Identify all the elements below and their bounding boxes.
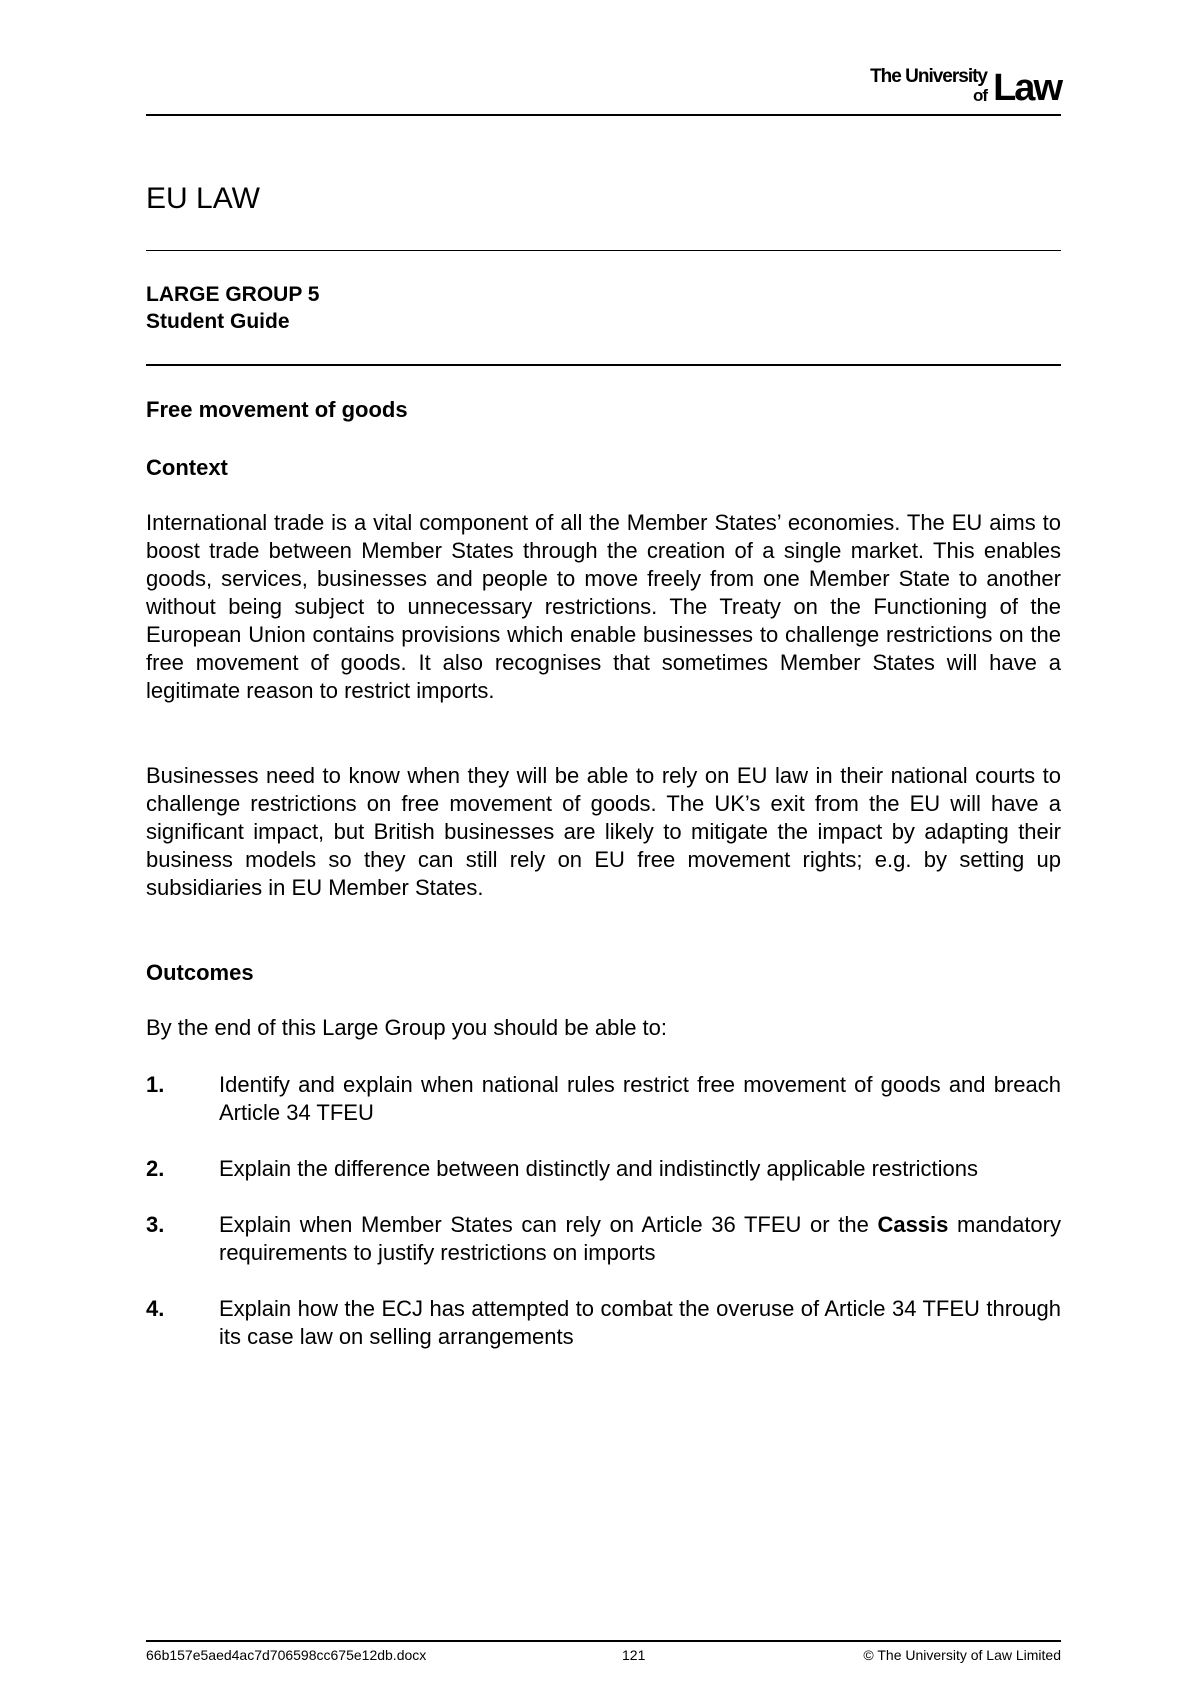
context-paragraph-1: International trade is a vital component of all the Member States’ economies. The EU aims to boost trade between Member States through the creation of a single market. This enables goods, services, businesses and people to move freely from one Member State to another without being subject to unnecessary restrictions. The Treaty on the Functioning of the European Union contains provisions which enable businesses to challenge restrictions on the free movement of goods. It also recognises that sometimes Member States will have a legitimate reason to restrict imports. [146,510,1061,703]
subtitle-rule [146,364,1061,366]
logo-line1: The University [870,66,987,87]
outcome-number: 2. [146,1156,165,1181]
footer-filename: 66b157e5aed4ac7d706598cc675e12db.docx [146,1647,427,1663]
page-footer [146,1647,1061,1667]
outcome-number: 1. [146,1072,165,1097]
context-heading: Context [146,455,228,480]
guide-label: Student Guide [146,310,290,333]
topic-heading: Free movement of goods [146,397,408,422]
footer-copyright: © The University of Law Limited [863,1647,1061,1663]
cassis-emphasis: Cassis [877,1212,949,1237]
outcomes-intro: By the end of this Large Group you should be able to: [146,1015,668,1040]
context-paragraph-2: Businesses need to know when they will be able to rely on EU law in their national courts to challenge restrictions on free movement of goods. The UK’s exit from the EU will have a significant impact, but British businesses are likely to mitigate the impact by adapting their business models so they can still rely on EU free movement rights; e.g. by setting up subsidiaries in EU Member States. [146,763,1061,900]
group-label: LARGE GROUP 5 [146,283,320,306]
outcome-number: 3. [146,1212,165,1237]
outcome-text [219,1211,1061,1267]
outcome-text: Explain the difference between distinctly and indistinctly applicable restrictions [219,1156,979,1181]
title-rule [146,250,1061,251]
outcome-text: Identify and explain when national rules restrict free movement of goods and breach Article 34 TFEU [219,1072,1061,1125]
outcome-text-after: mandatory requirements to justify restrictions on imports [219,1212,1061,1265]
footer-rule [146,1640,1061,1642]
logo-law: Law [993,67,1061,109]
page-title: EU LAW [146,182,260,215]
university-logo [841,64,1061,110]
outcome-text-before: Explain when Member States can rely on Article 36 TFEU or the [219,1212,878,1237]
outcome-text: Explain how the ECJ has attempted to combat the overuse of Article 34 TFEU through its case law on selling arrangements [219,1296,1061,1349]
header-rule [146,114,1061,116]
outcomes-heading: Outcomes [146,960,254,985]
logo-of: of [972,86,987,105]
outcome-number: 4. [146,1296,165,1321]
footer-page-number: 121 [622,1647,646,1663]
